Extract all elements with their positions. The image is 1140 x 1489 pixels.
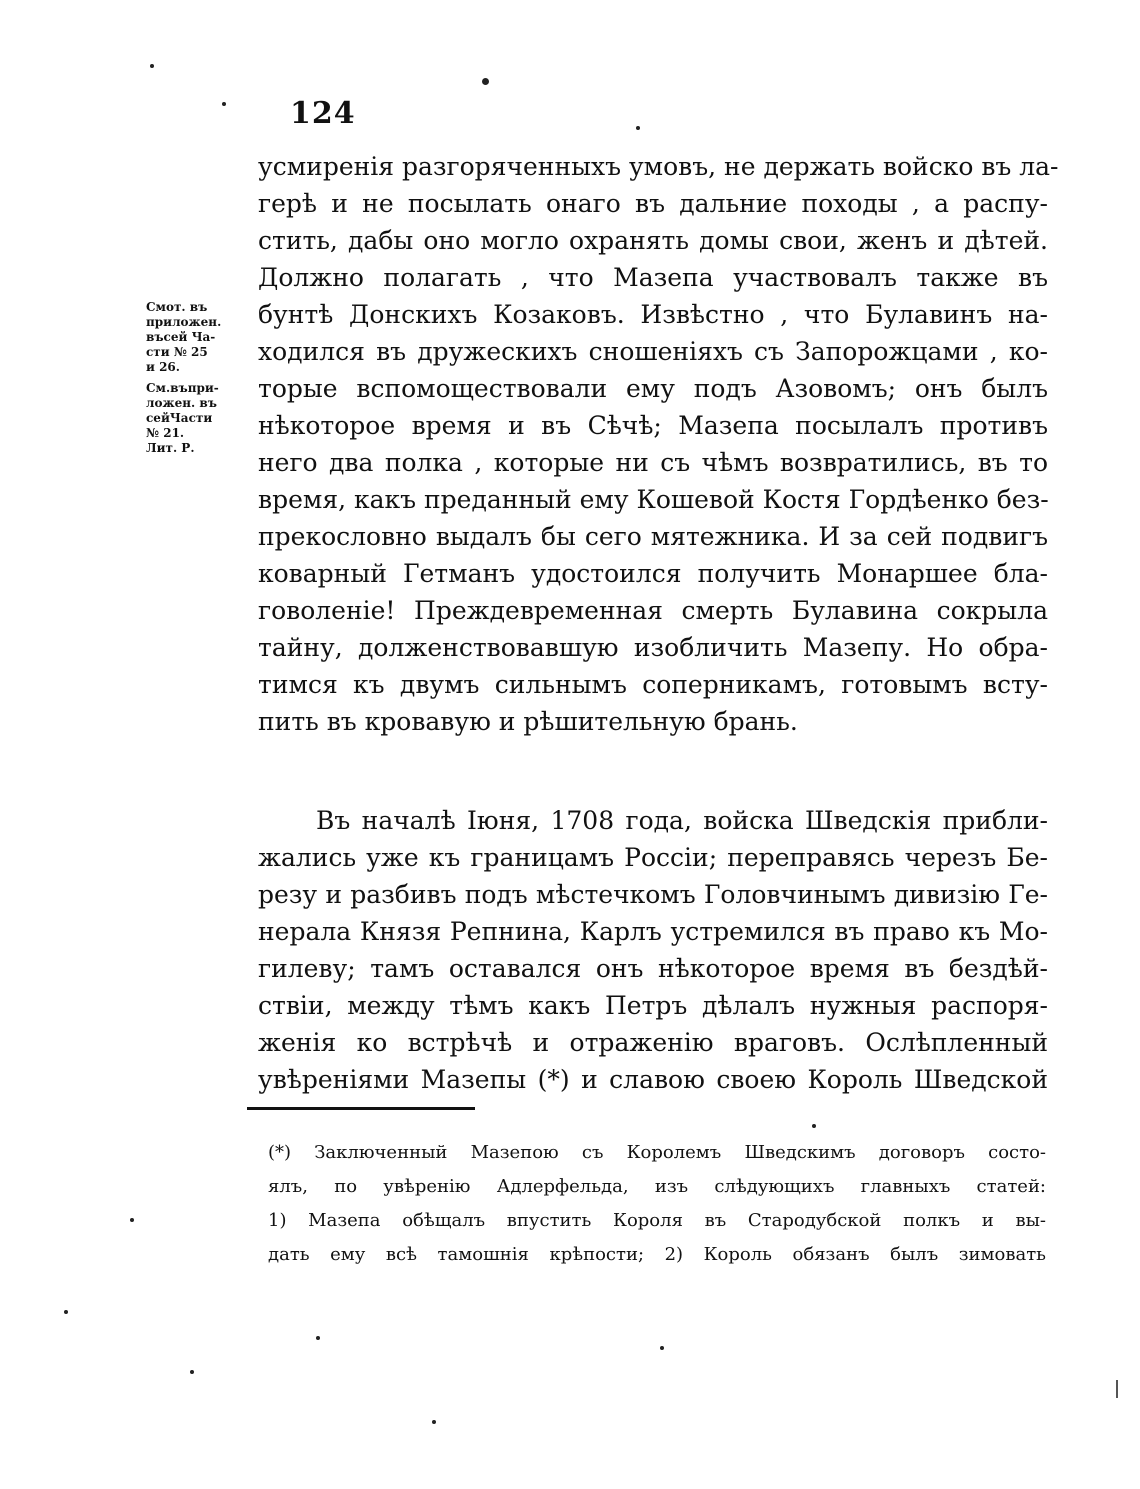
- text-line: стить, дабы оно могло охранять домы свои, женъ и дѣтей.: [258, 226, 1048, 255]
- margin-note-line: ложен. въ: [146, 396, 217, 410]
- text-line: торые вспомоществовали ему подъ Азовомъ; онъ былъ: [258, 374, 1048, 403]
- text-line: прекословно выдалъ бы сего мятежника. И за сей подвигъ: [258, 522, 1048, 551]
- text-line: Должно полагать , что Мазепа участвовалъ также въ: [258, 263, 1048, 292]
- margin-note-line: сти № 25: [146, 345, 208, 359]
- text-line: Въ началѣ Іюня, 1708 года, войска Шведскія прибли-: [316, 806, 1048, 835]
- footnote-line: 1) Мазепа обѣщалъ впустить Короля въ Стародубской полкъ и вы-: [268, 1210, 1046, 1231]
- paragraph-2: [258, 802, 1048, 1098]
- scan-speck: [190, 1370, 194, 1374]
- footnote-divider: [247, 1107, 475, 1110]
- text-line: тимся къ двумъ сильнымъ соперникамъ, готовымъ всту-: [258, 670, 1048, 699]
- text-line: время, какъ преданный ему Кошевой Костя Гордѣенко без-: [258, 485, 1049, 514]
- margin-note-line: Лит. Р.: [146, 441, 195, 455]
- scan-speck: [150, 64, 154, 68]
- text-line: тайну, долженствовавшую изобличить Мазепу. Но обра-: [258, 633, 1048, 662]
- text-line: ствіи, между тѣмъ какъ Петръ дѣлалъ нужныя распоря-: [258, 991, 1048, 1020]
- text-line: жались уже къ границамъ Россіи; переправясь черезъ Бе-: [258, 843, 1048, 872]
- footnote-line: ялъ, по увѣренію Адлерфельда, изъ слѣдующихъ главныхъ статей:: [268, 1176, 1046, 1197]
- text-line: него два полка , которые ни съ чѣмъ возвратились, въ то: [258, 448, 1048, 477]
- scan-speck: [482, 78, 489, 85]
- scan-speck: [432, 1420, 436, 1424]
- margin-note-line: сейЧасти: [146, 411, 213, 425]
- text-line: увѣреніями Мазепы (*) и славою своею Король Шведской: [258, 1065, 1048, 1094]
- text-line: говоленіе! Преждевременная смерть Булавина сокрыла: [258, 596, 1048, 625]
- scan-speck: [222, 102, 226, 106]
- margin-note-line: Смот. въ: [146, 300, 208, 314]
- scan-speck: [812, 1124, 816, 1128]
- text-line: ходился въ дружескихъ сношеніяхъ съ Запорожцами , ко-: [258, 337, 1048, 366]
- text-line: пить въ кровавую и рѣшительную брань.: [258, 707, 798, 736]
- text-line: нѣкоторое время и въ Сѣчѣ; Мазепа посылалъ противъ: [258, 411, 1048, 440]
- scan-speck: [316, 1336, 320, 1340]
- text-line: резу и разбивъ подъ мѣстечкомъ Головчинымъ дивизію Ге-: [258, 880, 1048, 909]
- text-line: бунтѣ Донскихъ Козаковъ. Извѣстно , что Булавинъ на-: [258, 300, 1048, 329]
- margin-note-line: приложен.: [146, 315, 222, 329]
- scan-speck: [660, 1346, 664, 1350]
- footnote: [268, 1136, 1046, 1272]
- text-line: нерала Князя Репнина, Карлъ устремился въ право къ Мо-: [258, 917, 1048, 946]
- margin-note-line: См.въпри-: [146, 381, 219, 395]
- paragraph-1: [258, 148, 1059, 740]
- text-line: герѣ и не посылать онаго въ дальние походы , а распу-: [258, 189, 1048, 218]
- margin-note-line: въсей Ча-: [146, 330, 216, 344]
- text-line: гилеву; тамъ оставался онъ нѣкоторое время въ бездѣй-: [258, 954, 1048, 983]
- scan-speck: [130, 1218, 134, 1222]
- margin-note-line: № 21.: [146, 426, 185, 440]
- margin-note-line: и 26.: [146, 360, 180, 374]
- text-line: коварный Гетманъ удостоился получить Монаршее бла-: [258, 559, 1048, 588]
- text-line: женія ко встрѣчѣ и отраженію враговъ. Ослѣпленный: [258, 1028, 1048, 1057]
- scan-edge-mark: [1116, 1380, 1118, 1398]
- text-line: усмиренія разгоряченныхъ умовъ, не держать войско въ ла-: [258, 152, 1059, 181]
- scan-speck: [636, 126, 640, 130]
- scan-speck: [64, 1310, 68, 1314]
- body-text: [258, 148, 1059, 1098]
- margin-note: [146, 300, 256, 456]
- footnote-line: (*) Заключенный Мазепою съ Королемъ Шведскимъ договоръ состо-: [268, 1142, 1046, 1163]
- footnote-line: дать ему всѣ тамошнія крѣпости; 2) Король обязанъ былъ зимовать: [268, 1244, 1046, 1265]
- page-number: 124: [290, 96, 356, 131]
